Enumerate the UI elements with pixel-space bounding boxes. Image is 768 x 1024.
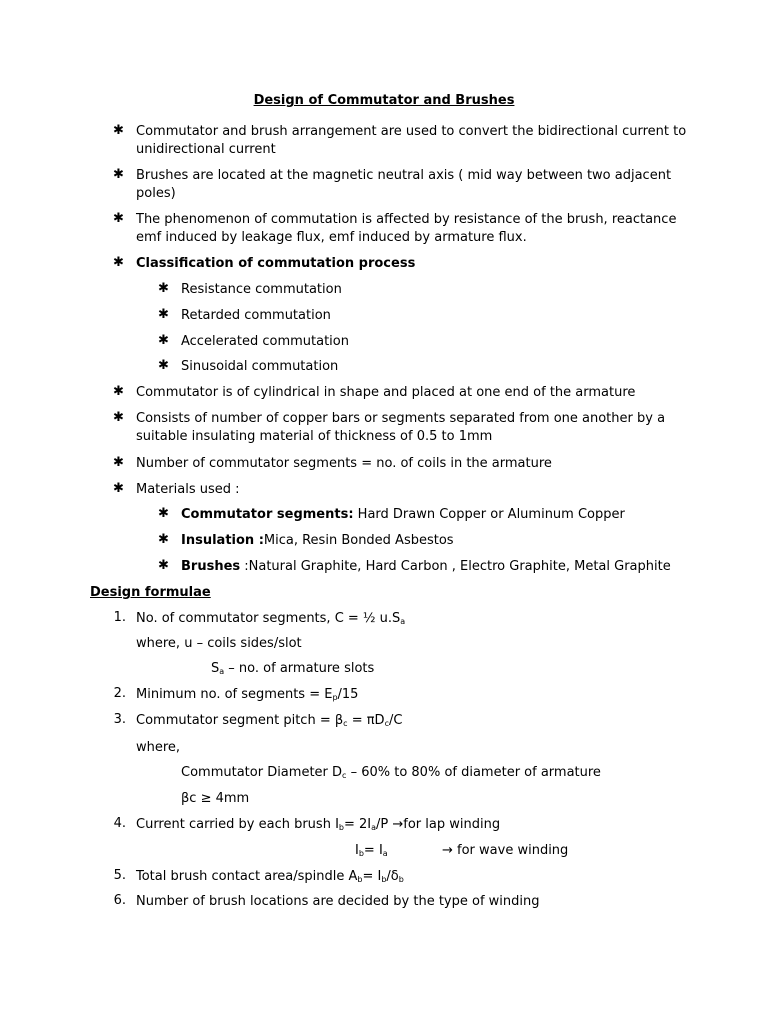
sub-bullet-star-icon: ✱	[158, 281, 169, 296]
bullet-star-icon: ✱	[113, 123, 124, 138]
sub-bullet-text: Resistance commutation	[181, 282, 342, 297]
bullet-text: emf induced by leakage flux, emf induced by armature flux.	[136, 230, 527, 245]
material-text: Hard Drawn Copper or Aluminum Copper	[353, 507, 625, 522]
sub-bullet-text: Retarded commutation	[181, 308, 331, 323]
formula-3-beta: βc ≥ 4mm	[181, 791, 250, 806]
sub-bullet-star-icon: ✱	[158, 333, 169, 348]
formula-4-wave: $I_b= I_a$	[355, 843, 388, 858]
formula-3-diameter: Commutator Diameter $D_c - 60\%$ to 80% of diameter of armature	[181, 765, 601, 780]
material-commutator-segments	[181, 506, 625, 524]
material-brushes	[181, 558, 671, 576]
bullet-text: Brushes are located at the magnetic neutral axis ( mid way between two adjacent	[136, 168, 672, 183]
bullet-star-icon: ✱	[113, 384, 124, 399]
list-number: 5.	[113, 868, 126, 883]
bullet-text: The phenomenon of commutation is affected by resistance of the brush, reactance	[136, 212, 677, 227]
sub-bullet-star-icon: ✱	[158, 307, 169, 322]
material-label: Insulation :	[181, 533, 264, 548]
bullet-star-icon: ✱	[113, 410, 124, 425]
formula-3: Commutator segment pitch = $\beta_c = \pi D_c/C$	[136, 713, 403, 728]
sub-bullet-text: Accelerated commutation	[181, 334, 349, 349]
formula-6: Number of brush locations are decided by the type of winding	[136, 894, 540, 909]
formula-1-where: where, u – coils sides/slot	[136, 636, 302, 651]
material-text: Mica, Resin Bonded Asbestos	[263, 533, 454, 548]
bullet-text: Consists of number of copper bars or segments separated from one another by a	[136, 411, 666, 426]
formula-5: Total brush contact area/spindle $A_b= I_b/\delta_b$	[136, 869, 404, 884]
material-label: Brushes	[181, 559, 241, 574]
section-heading: Design formulae	[90, 585, 211, 600]
bullet-star-icon: ✱	[113, 455, 124, 470]
sub-bullet-star-icon: ✱	[158, 558, 169, 573]
list-number: 3.	[113, 712, 126, 727]
bullet-text: suitable insulating material of thickness of 0.5 to 1mm	[136, 429, 493, 444]
bullet-star-icon: ✱	[113, 211, 124, 226]
formula-1-sa: $S_a$ – no. of armature slots	[211, 661, 375, 676]
material-label: Commutator segments:	[181, 507, 354, 522]
formula-1: No. of commutator segments, C = ½ $u.S_a$	[136, 611, 406, 626]
formula-4: Current carried by each brush $I_b= 2I_a/P \to for$ lap winding	[136, 817, 501, 832]
bullet-heading: Classification of commutation process	[136, 256, 416, 271]
bullet-text: Commutator is of cylindrical in shape and placed at one end of the armature	[136, 385, 636, 400]
formula-4-wave-note: → for wave winding	[442, 843, 569, 858]
bullet-star-icon: ✱	[113, 167, 124, 182]
list-number: 2.	[113, 686, 126, 701]
sub-bullet-text: Sinusoidal commutation	[181, 359, 339, 374]
bullet-star-icon: ✱	[113, 255, 124, 270]
list-number: 4.	[113, 816, 126, 831]
sub-bullet-star-icon: ✱	[158, 532, 169, 547]
bullet-text: Commutator and brush arrangement are used to convert the bidirectional current to	[136, 124, 687, 139]
list-number: 1.	[113, 610, 126, 625]
list-number: 6.	[113, 893, 126, 908]
page-title: Design of Commutator and Brushes	[253, 93, 515, 108]
bullet-star-icon: ✱	[113, 481, 124, 496]
material-insulation	[181, 532, 454, 550]
bullet-text: Number of commutator segments = no. of coils in the armature	[136, 456, 552, 471]
sub-bullet-star-icon: ✱	[158, 506, 169, 521]
formula-3-where: where,	[136, 740, 181, 755]
formula-2: Minimum no. of segments = $E_p/15$	[136, 687, 359, 702]
bullet-text: Materials used :	[136, 482, 240, 497]
sub-bullet-star-icon: ✱	[158, 358, 169, 373]
bullet-text: unidirectional current	[136, 142, 276, 157]
material-text: :Natural Graphite, Hard Carbon , Electro Graphite, Metal Graphite	[240, 559, 671, 574]
bullet-text: poles)	[136, 186, 176, 201]
